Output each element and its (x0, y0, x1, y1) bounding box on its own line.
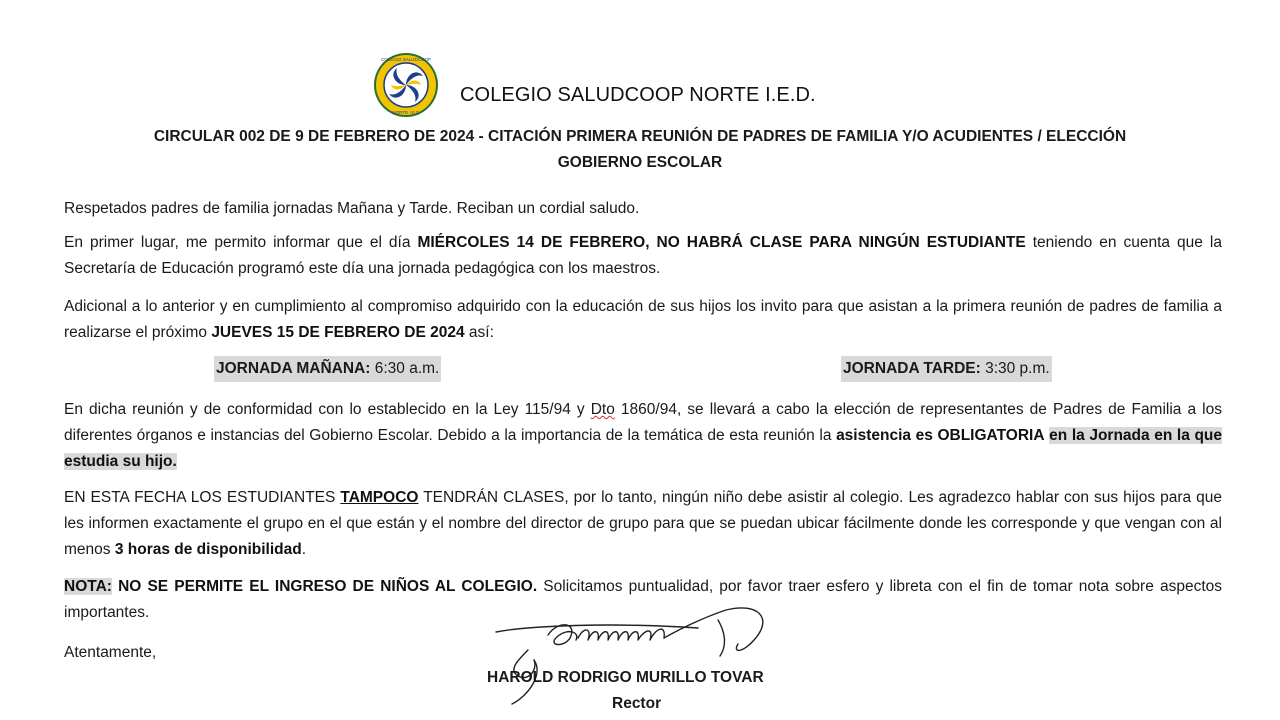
signer-role: Rector (612, 695, 662, 712)
note-text: Solicitamos puntualidad, por favor traer esfero y libreta con el fin de tomar nota sobre aspectos importantes. (64, 578, 1222, 621)
election-text-2: 1860/94, se llevará a cabo la elección de representantes de Padres de Familia a los diferentes órganos e instancias del Gobierno Escolar. Debido a la importancia de la temática de esta reunión la (64, 401, 1222, 444)
signer-name: HAROLD RODRIGO MURILLO TOVAR (487, 669, 764, 686)
election-dto: Dto (590, 401, 615, 418)
election-text-1: En dicha reunión y de conformidad con lo establecido en la Ley 115/94 y (64, 401, 591, 418)
meeting-text-2: así: (464, 324, 494, 341)
svg-text:NORTE I.E.D: NORTE I.E.D (392, 110, 420, 115)
availability-hours: 3 horas de disponibilidad (114, 541, 302, 558)
attendance-mandatory: asistencia es OBLIGATORIA (836, 427, 1045, 444)
students-text-1: EN ESTA FECHA LOS ESTUDIANTES (64, 489, 341, 506)
school-seal-icon (373, 52, 439, 118)
closing-text: Atentamente, (64, 644, 157, 661)
greeting-text: Respetados padres de familia jornadas Mañana y Tarde. Reciban un cordial saludo. (64, 200, 640, 217)
students-text-2: TENDRÁN CLASES, por lo tanto, ningún niño debe asistir al colegio. Les agradezco hablar con sus hijos para que les informen exactamente el grupo en el que están y el nombre del director de grupo para que se puedan ubicar fácilmente donde les corresponde y que vengan con al menos (64, 489, 1223, 558)
circular-title-line-2: GOBIERNO ESCOLAR (557, 154, 723, 171)
school-name: COLEGIO SALUDCOOP NORTE I.E.D. (460, 84, 816, 106)
no-class-paragraph (64, 230, 1222, 282)
attendance-shift: en la Jornada en la que estudia su hijo. (64, 427, 1223, 470)
schedule-afternoon-label: JORNADA TARDE: (843, 360, 981, 377)
schedule-morning-time: 6:30 a.m. (370, 360, 440, 377)
circular-title (80, 124, 1200, 176)
no-class-text-1: En primer lugar, me permito informar que el día (64, 234, 418, 251)
schedule-afternoon (841, 356, 1052, 382)
students-tampoco: TAMPOCO (340, 489, 419, 506)
circular-title-line-1: CIRCULAR 002 DE 9 DE FEBRERO DE 2024 - CITACIÓN PRIMERA REUNIÓN DE PADRES DE FAMILIA Y/O ACUDIENTES / ELECCIÓN (153, 128, 1127, 145)
greeting-paragraph (64, 196, 1222, 222)
meeting-paragraph (64, 294, 1222, 346)
no-class-bold: MIÉRCOLES 14 DE FEBRERO, NO HABRÁ CLASE PARA NINGÚN ESTUDIANTE (417, 234, 1026, 251)
election-paragraph (64, 397, 1222, 475)
meeting-date: JUEVES 15 DE FEBRERO DE 2024 (211, 324, 465, 341)
note-label: NOTA: (64, 578, 112, 595)
schedule-morning-label: JORNADA MAÑANA: (216, 360, 371, 377)
students-paragraph (64, 485, 1222, 563)
meeting-text-1: Adicional a lo anterior y en cumplimiento al compromiso adquirido con la educación de sus hijos los invito para que asistan a la primera reunión de padres de familia a realizarse el próximo (64, 298, 1222, 341)
no-class-text-2: teniendo en cuenta que la Secretaría de Educación programó este día una jornada pedagógica con los maestros. (64, 234, 1222, 277)
note-bold: NO SE PERMITE EL INGRESO DE NIÑOS AL COLEGIO. (111, 578, 538, 595)
svg-text:COLEGIO SALUDCOOP: COLEGIO SALUDCOOP (380, 57, 432, 62)
schedule-morning (214, 356, 441, 382)
schedule-afternoon-time: 3:30 p.m. (980, 360, 1050, 377)
students-text-3: . (301, 541, 307, 558)
